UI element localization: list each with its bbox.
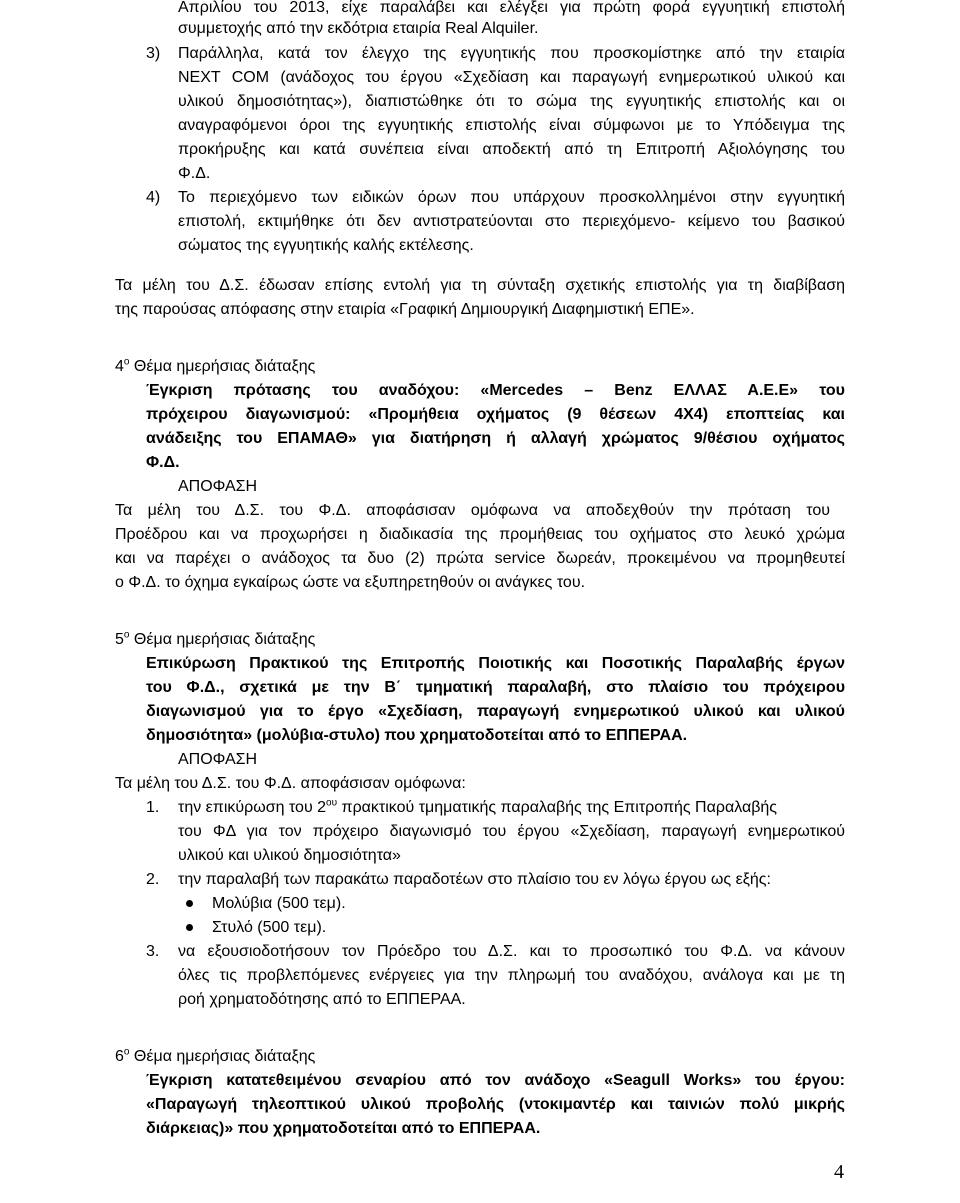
agenda-item-title: πρόχειρου διαγωνισμού: «Προμήθεια οχήματος (9 θέσεων 4Χ4) εποπτείας και <box>146 406 845 423</box>
bullet-icon <box>186 900 193 907</box>
point4-line: επιστολή, εκτιμήθηκε ότι δεν αντιστρατεύονται στο περιεχόμενο- κείμενο του βασικού <box>178 213 845 230</box>
list-number: 1. <box>146 799 160 816</box>
agenda-item-title: «Παραγωγή τηλεοπτικού υλικού προβολής (ντοκιμαντέρ και ταινιών πολύ μικρής <box>146 1096 845 1113</box>
bullet-item: Στυλό (500 τεμ). <box>212 919 327 936</box>
decision-body-line: ο Φ.Δ. το όχημα εγκαίρως ώστε να εξυπηρετηθούν οι ανάγκες του. <box>115 574 586 591</box>
bullet-item: Μολύβια (500 τεμ). <box>212 895 346 912</box>
page-number: 4 <box>834 1161 844 1183</box>
point3-line: Παράλληλα, κατά τον έλεγχο της εγγυητικής που προσκομίστηκε από την εταιρία <box>178 45 845 62</box>
list-item-line: του ΦΔ για τον πρόχειρο διαγωνισμό του έργου «Σχεδίαση, παραγωγή ενημερωτικού <box>178 823 845 840</box>
agenda-item-heading: $4^o$ Θέμα ημερήσιας διάταξης <box>115 356 316 375</box>
point-number: 4) <box>146 189 161 206</box>
agenda-item-title: Φ.Δ. <box>146 454 180 471</box>
list-item-line: όλες τις προβλεπόμενες ενέργειες για την πληρωμή του αναδόχου, ανάλογα και με τη <box>178 967 845 984</box>
point3-line: NEXT COM (ανάδοχος του έργου «Σχεδίαση και παραγωγή ενημερωτικού υλικού και <box>178 69 845 86</box>
agenda-item-heading: $6^o$ Θέμα ημερήσιας διάταξης <box>115 1046 316 1065</box>
decision-intro: Τα μέλη του Δ.Σ. του Φ.Δ. αποφάσισαν ομόφωνα: <box>115 775 466 792</box>
agenda-item-title: Έγκριση πρότασης του αναδόχου: «Mercedes – Benz ΕΛΛΑΣ Α.Ε.Ε» του <box>146 382 845 399</box>
point3-line: αναγραφόμενοι όροι της εγγυητικής επιστολής είναι σύμφωνοι με το Υπόδειγμα της <box>178 117 845 134</box>
point3-line: Φ.Δ. <box>178 165 211 182</box>
agenda-item-title: διαγωνισμού για το έργο «Σχεδίαση, παραγωγή ενημερωτικού υλικού και υλικού <box>146 703 845 720</box>
decision-label: ΑΠΟΦΑΣΗ <box>178 751 258 768</box>
list-item-line: υλικού και υλικού δημοσιότητα» <box>178 847 401 864</box>
agenda-item-title: Επικύρωση Πρακτικού της Επιτροπής Ποιοτικής και Ποσοτικής Παραλαβής έργων <box>146 655 845 672</box>
decision-body-line: και να παρέχει ο ανάδοχος τα δυο (2) πρώτα service δωρεάν, προκειμένου να προμηθευτεί <box>115 550 845 567</box>
point-number: 3) <box>146 45 161 62</box>
intro-line: Απριλίου του 2013, είχε παραλάβει και ελέγξει για πρώτη φορά εγγυητική επιστολή <box>178 0 845 16</box>
agenda-item-title: διάρκειας)» που χρηματοδοτείται από το ΕΠΠΕΡΑΑ. <box>146 1120 541 1137</box>
point4-line: Το περιεχόμενο των ειδικών όρων που υπάρχουν προσκολλημένοι στην εγγυητική <box>178 189 845 206</box>
point4-line: σώματος της εγγυητικής καλής εκτέλεσης. <box>178 237 474 254</box>
list-number: 3. <box>146 943 160 960</box>
list-number: 2. <box>146 871 160 888</box>
agenda-item-title: του Φ.Δ., σχετικά με την Β΄ τμηματική παραλαβή, στο πλαίσιο του πρόχειρου <box>146 679 845 696</box>
decision-body-line: Τα μέλη του Δ.Σ. του Φ.Δ. αποφάσισαν ομόφωνα να αποδεχθούν την πρόταση του <box>115 502 830 519</box>
agenda-item-title: Έγκριση κατατεθειμένου σεναρίου από τον ανάδοχο «Seagull Works» του έργου: <box>146 1072 845 1089</box>
decision-body-line: Προέδρου και να προχωρήσει η διαδικασία της προμήθειας του οχήματος στο λευκό χρώμα <box>115 526 845 543</box>
agenda-item-title: ανάδειξης του ΕΠΑΜΑΘ» για διατήρηση ή αλλαγή χρώματος 9/θέσιου οχήματος <box>146 430 845 447</box>
agenda-item-title: δημοσιότητα» (μολύβια-στυλο) που χρηματοδοτείται από το ΕΠΠΕΡΑΑ. <box>146 727 688 744</box>
point3-line: υλικού δημοσιότητας»), διαπιστώθηκε ότι το σώμα της εγγυητικής επιστολής και οι <box>178 93 845 110</box>
list-item-line: την παραλαβή των παρακάτω παραδοτέων στο πλαίσιο του εν λόγω έργου ως εξής: <box>178 871 771 888</box>
intro-line: συμμετοχής από την εκδότρια εταιρία Real Alquiler. <box>178 20 539 37</box>
members-note-line: Τα μέλη του Δ.Σ. έδωσαν επίσης εντολή για τη σύνταξη σχετικής επιστολής για τη διαβίβαση <box>115 277 845 294</box>
agenda-item-heading: $5^o$ Θέμα ημερήσιας διάταξης <box>115 629 316 648</box>
members-note-line: της παρούσας απόφασης στην εταιρία «Γραφική Δημιουργική Διαφημιστική ΕΠΕ». <box>115 301 695 318</box>
bullet-icon <box>186 924 193 931</box>
list-item-line: την επικύρωση του $2^{o\upsilon}$ πρακτικού τμηματικής παραλαβής της Επιτροπής Παραλαβής <box>178 797 778 816</box>
list-item-line: ροή χρηματοδότησης από το ΕΠΠΕΡΑΑ. <box>178 991 466 1008</box>
list-item-line: να εξουσιοδοτήσουν τον Πρόεδρο του Δ.Σ. και το προσωπικό του Φ.Δ. να κάνουν <box>178 943 845 960</box>
decision-label: ΑΠΟΦΑΣΗ <box>178 478 258 495</box>
point3-line: προκήρυξης και κατά συνέπεια είναι αποδεκτή από τη Επιτροπή Αξιολόγησης του <box>178 141 845 158</box>
